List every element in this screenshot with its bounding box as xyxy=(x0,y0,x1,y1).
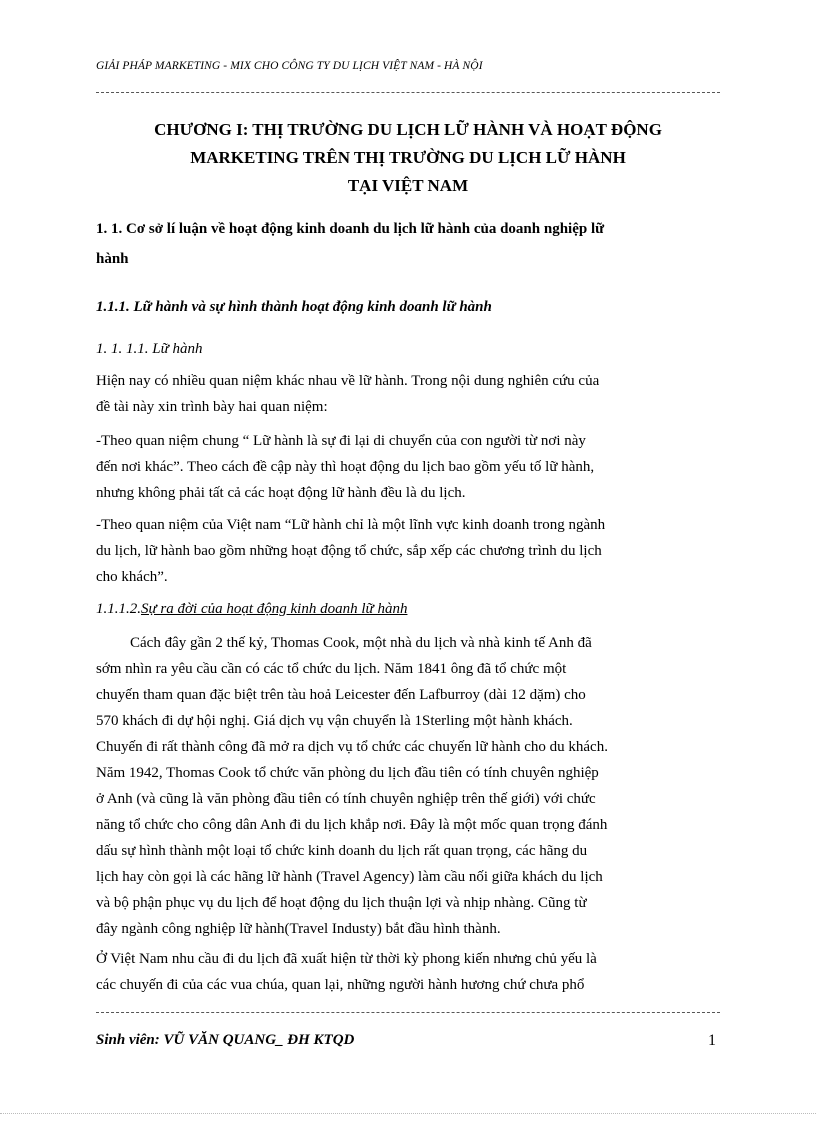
paragraph-line: Chuyến đi rất thành công đã mở ra dịch vụ tổ chức các chuyến lữ hành cho du khách. xyxy=(96,739,608,755)
section-heading-line: hành xyxy=(96,251,129,267)
paragraph-line: và bộ phận phục vụ du lịch để hoạt động du lịch thuận lợi và nhịp nhàng. Cũng từ xyxy=(96,895,587,911)
paragraph-general-concept xyxy=(96,428,690,506)
footer-student: Sinh viên: VŨ VĂN QUANG_ ĐH KTQD xyxy=(96,1032,355,1048)
heading-number: 1.1.1.2. xyxy=(96,601,141,617)
subsubsection-heading-2 xyxy=(96,596,690,622)
paragraph-line: nhưng không phải tất cả các hoạt động lữ hành đều là du lịch. xyxy=(96,485,466,501)
subsubsection-heading-text: 1. 1. 1.1. Lữ hành xyxy=(96,341,203,357)
paragraph-intro xyxy=(96,368,690,420)
running-header: GIẢI PHÁP MARKETING - MIX CHO CÔNG TY DU LỊCH VIỆT NAM - HÀ NỘI xyxy=(96,60,483,72)
paragraph-line: Hiện nay có nhiều quan niệm khác nhau về lữ hành. Trong nội dung nghiên cứu của xyxy=(96,373,600,389)
paragraph-line: chuyến tham quan đặc biệt trên tàu hoả Leicester đến Lafburroy (dài 12 dặm) cho xyxy=(96,687,586,703)
paragraph-line: du lịch, lữ hành bao gồm những hoạt động tổ chức, sắp xếp các chương trình du lịch xyxy=(96,543,602,559)
chapter-title-line: TẠI VIỆT NAM xyxy=(347,176,469,195)
page-bottom-edge xyxy=(0,1113,816,1114)
paragraph-line: đến nơi khác”. Theo cách đề cập này thì hoạt động du lịch bao gồm yếu tố lữ hành, xyxy=(96,459,595,475)
paragraph-line: Cách đây gần 2 thế kỷ, Thomas Cook, một nhà du lịch và nhà kinh tế Anh đã xyxy=(130,635,592,651)
paragraph-line: năng tổ chức cho công dân Anh đi du lịch khắp nơi. Đây là một mốc quan trọng đánh xyxy=(96,817,608,833)
paragraph-vietnam-concept xyxy=(96,512,690,590)
footer-divider xyxy=(96,1012,720,1013)
subsection-heading-text: 1.1.1. Lữ hành và sự hình thành hoạt động kinh doanh lữ hành xyxy=(96,299,492,315)
paragraph-line: 570 khách đi dự hội nghị. Giá dịch vụ vận chuyển là 1Sterling một hành khách. xyxy=(96,713,573,729)
paragraph-line: -Theo quan niệm chung “ Lữ hành là sự đi lại di chuyển của con người từ nơi này xyxy=(96,433,586,449)
paragraph-line: cho khách”. xyxy=(96,569,168,585)
paragraph-line: -Theo quan niệm của Việt nam “Lữ hành chỉ là một lĩnh vực kinh doanh trong ngành xyxy=(96,517,606,533)
paragraph-line: lịch hay còn gọi là các hãng lữ hành (Travel Agency) làm cầu nối giữa khách du lịch xyxy=(96,869,603,885)
paragraph-line: dấu sự hình thành một loại tổ chức kinh doanh du lịch rất quan trọng, các hãng du xyxy=(96,843,588,859)
chapter-title-line: MARKETING TRÊN THỊ TRƯỜNG DU LỊCH LỮ HÀNH xyxy=(190,148,626,167)
paragraph-line: sớm nhìn ra yêu cầu cần có các tổ chức du lịch. Năm 1841 ông đã tổ chức một xyxy=(96,661,567,677)
paragraph-line: đề tài này xin trình bày hai quan niệm: xyxy=(96,399,328,415)
chapter-title xyxy=(96,116,720,200)
heading-title: Sự ra đời của hoạt động kinh doanh lữ hành xyxy=(141,601,408,617)
paragraph-line: Ở Việt Nam nhu cầu đi du lịch đã xuất hiện từ thời kỳ phong kiến nhưng chủ yếu là xyxy=(96,951,597,967)
chapter-title-line: CHƯƠNG I: THỊ TRƯỜNG DU LỊCH LỮ HÀNH VÀ HOẠT ĐỘNG xyxy=(154,120,662,139)
paragraph-vietnam-history xyxy=(96,946,690,998)
paragraph-history xyxy=(96,630,690,942)
paragraph-line: đây ngành công nghiệp lữ hành(Travel Industy) bắt đầu hình thành. xyxy=(96,921,501,937)
header-divider xyxy=(96,92,720,93)
paragraph-line: các chuyến đi của các vua chúa, quan lại, những người hành hương chứ chưa phổ xyxy=(96,977,585,993)
section-heading-line: 1. 1. Cơ sở lí luận về hoạt động kinh doanh du lịch lữ hành của doanh nghiệp lữ xyxy=(96,221,605,237)
paragraph-line: ở Anh (và cũng là văn phòng đầu tiên có tính chuyên nghiệp trên thế giới) với chức xyxy=(96,791,596,807)
paragraph-line: Năm 1942, Thomas Cook tổ chức văn phòng du lịch đầu tiên có tính chuyên nghiệp xyxy=(96,765,599,781)
page-number: 1 xyxy=(708,1032,716,1049)
section-heading xyxy=(96,216,690,272)
subsection-heading xyxy=(96,294,690,320)
subsubsection-heading xyxy=(96,336,690,362)
subsubsection-heading-2-text xyxy=(96,596,690,622)
